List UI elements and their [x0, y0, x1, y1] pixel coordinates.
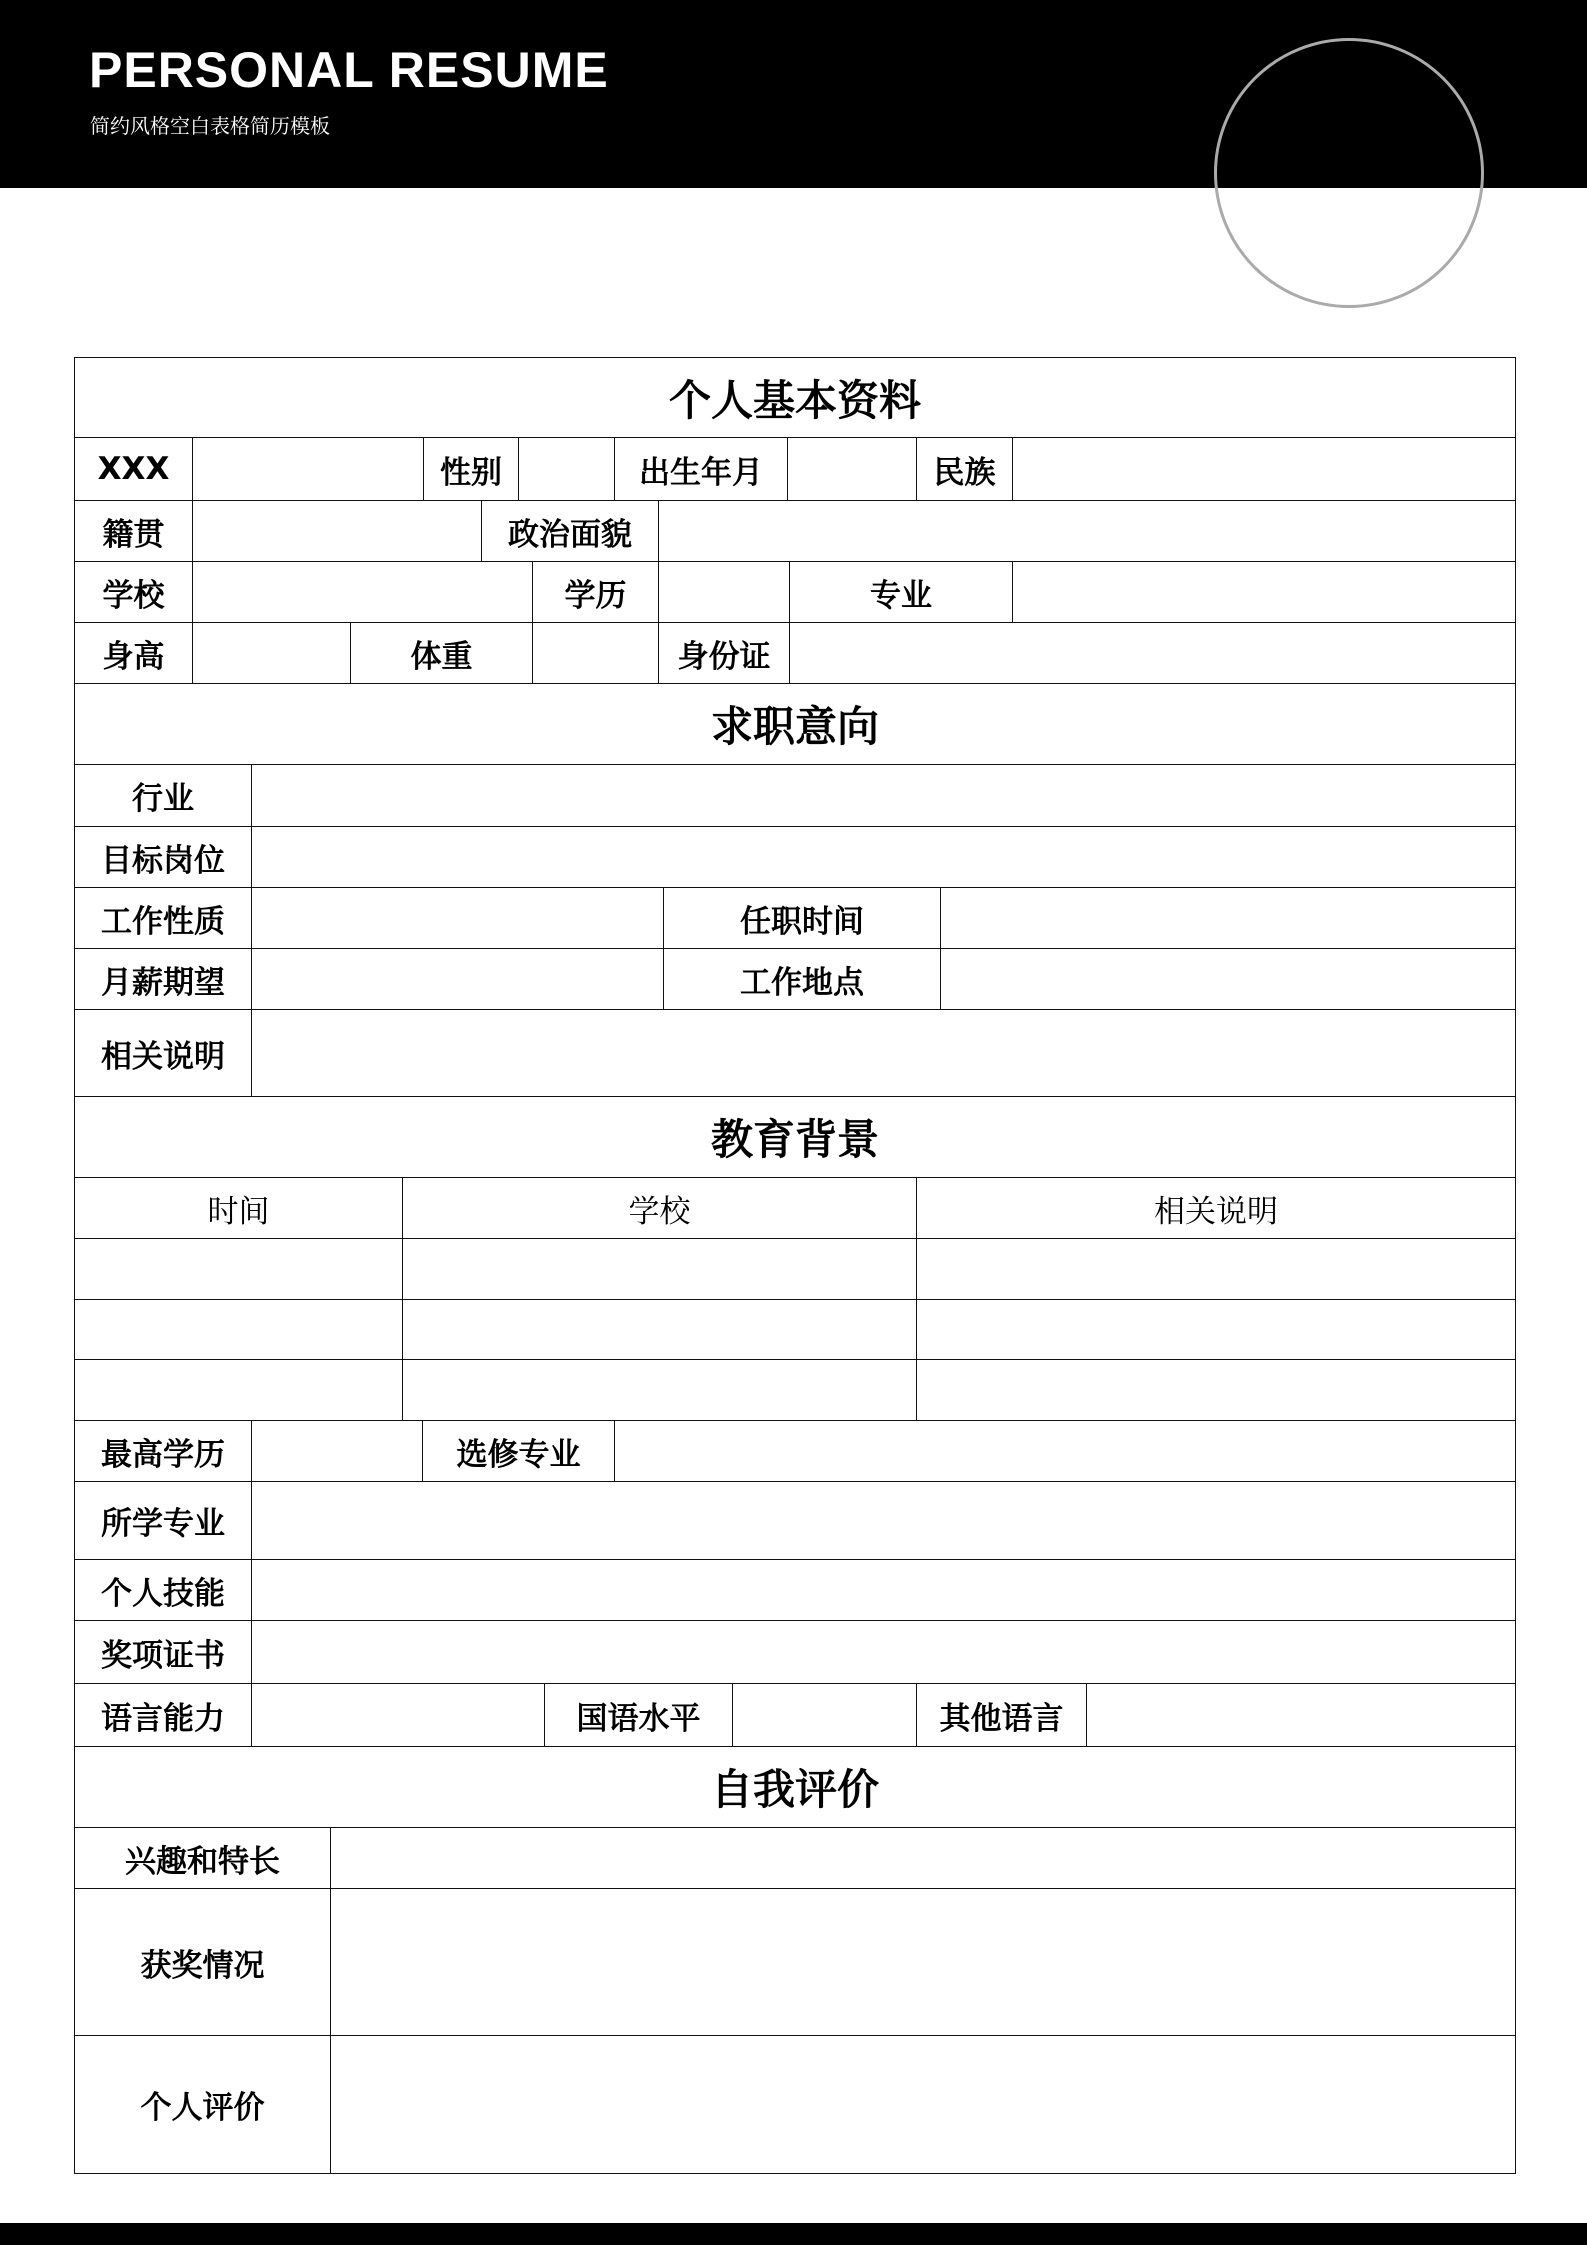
field-awards[interactable]	[330, 1888, 1516, 2036]
field-elective[interactable]	[614, 1420, 1516, 1482]
field-highest-degree[interactable]	[251, 1420, 423, 1482]
field-native-place[interactable]	[192, 500, 482, 562]
label-studied-major: 所学专业	[74, 1481, 252, 1560]
section-title-education: 教育背景	[74, 1096, 1516, 1178]
label-job-notes: 相关说明	[74, 1009, 252, 1097]
photo-placeholder[interactable]	[1214, 38, 1484, 308]
field-political-status[interactable]	[658, 500, 1516, 562]
label-awards: 获奖情况	[74, 1888, 331, 2036]
resume-subtitle: 简约风格空白表格简历模板	[90, 114, 330, 138]
label-target-position: 目标岗位	[74, 826, 252, 888]
edu-row-2-school[interactable]	[402, 1299, 917, 1360]
label-expected-salary: 月薪期望	[74, 948, 252, 1010]
field-start-time[interactable]	[940, 887, 1516, 949]
field-other-language[interactable]	[1086, 1683, 1516, 1747]
label-industry: 行业	[74, 764, 252, 827]
field-job-type[interactable]	[251, 887, 664, 949]
edu-row-3-time[interactable]	[74, 1359, 403, 1421]
label-height: 身高	[74, 622, 193, 684]
edu-row-1-time[interactable]	[74, 1238, 403, 1300]
field-certificates[interactable]	[251, 1620, 1516, 1684]
label-work-location: 工作地点	[663, 948, 941, 1010]
label-school: 学校	[74, 561, 193, 623]
edu-row-2-time[interactable]	[74, 1299, 403, 1360]
edu-row-2-notes[interactable]	[916, 1299, 1516, 1360]
field-expected-salary[interactable]	[251, 948, 664, 1010]
field-self-evaluation[interactable]	[330, 2035, 1516, 2174]
edu-col-time: 时间	[74, 1177, 403, 1239]
edu-row-1-school[interactable]	[402, 1238, 917, 1300]
label-interests: 兴趣和特长	[74, 1827, 331, 1889]
field-height[interactable]	[192, 622, 351, 684]
label-major: 专业	[789, 561, 1013, 623]
label-id-card: 身份证	[658, 622, 790, 684]
field-skills[interactable]	[251, 1559, 1516, 1621]
label-name: XXX	[74, 437, 193, 501]
field-mandarin[interactable]	[732, 1683, 917, 1747]
edu-row-3-school[interactable]	[402, 1359, 917, 1421]
field-birth[interactable]	[787, 437, 917, 501]
label-language: 语言能力	[74, 1683, 252, 1747]
section-title-basic: 个人基本资料	[74, 357, 1516, 438]
label-native-place: 籍贯	[74, 500, 193, 562]
edu-row-3-notes[interactable]	[916, 1359, 1516, 1421]
label-degree: 学历	[532, 561, 659, 623]
field-language[interactable]	[251, 1683, 545, 1747]
field-name[interactable]	[192, 437, 424, 501]
edu-row-1-notes[interactable]	[916, 1238, 1516, 1300]
label-skills: 个人技能	[74, 1559, 252, 1621]
label-certificates: 奖项证书	[74, 1620, 252, 1684]
field-major[interactable]	[1012, 561, 1516, 623]
section-title-job: 求职意向	[74, 683, 1516, 765]
field-id-card[interactable]	[789, 622, 1516, 684]
field-weight[interactable]	[532, 622, 659, 684]
label-political-status: 政治面貌	[481, 500, 659, 562]
field-gender[interactable]	[518, 437, 615, 501]
label-other-language: 其他语言	[916, 1683, 1087, 1747]
field-school[interactable]	[192, 561, 533, 623]
resume-title: PERSONAL RESUME	[89, 42, 609, 98]
label-weight: 体重	[350, 622, 533, 684]
label-start-time: 任职时间	[663, 887, 941, 949]
label-ethnicity: 民族	[916, 437, 1013, 501]
field-degree[interactable]	[658, 561, 790, 623]
label-job-type: 工作性质	[74, 887, 252, 949]
label-mandarin: 国语水平	[544, 1683, 733, 1747]
edu-col-notes: 相关说明	[916, 1177, 1516, 1239]
label-self-evaluation: 个人评价	[74, 2035, 331, 2174]
field-ethnicity[interactable]	[1012, 437, 1516, 501]
field-work-location[interactable]	[940, 948, 1516, 1010]
label-highest-degree: 最高学历	[74, 1420, 252, 1482]
footer-band	[0, 2223, 1587, 2245]
field-target-position[interactable]	[251, 826, 1516, 888]
label-gender: 性别	[423, 437, 519, 501]
field-industry[interactable]	[251, 764, 1516, 827]
section-title-self: 自我评价	[74, 1746, 1516, 1828]
field-studied-major[interactable]	[251, 1481, 1516, 1560]
field-interests[interactable]	[330, 1827, 1516, 1889]
field-job-notes[interactable]	[251, 1009, 1516, 1097]
label-birth: 出生年月	[614, 437, 788, 501]
edu-col-school: 学校	[402, 1177, 917, 1239]
label-elective: 选修专业	[422, 1420, 615, 1482]
